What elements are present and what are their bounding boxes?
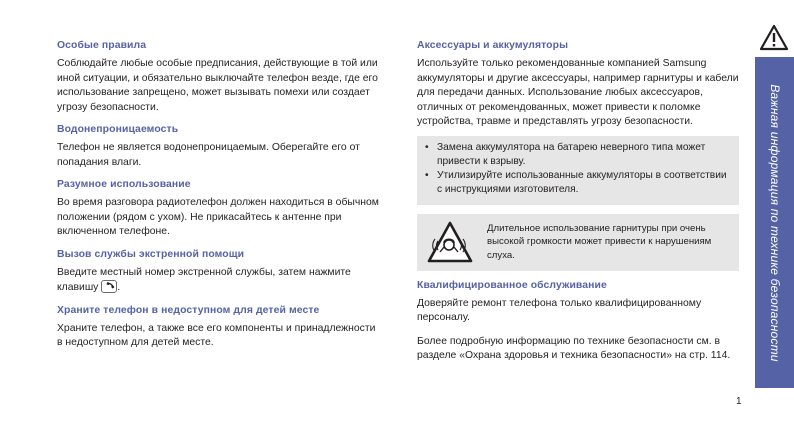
sidebar-tab [755,24,794,388]
page-number: 1 [736,396,742,407]
emergency-text: Введите местный номер экстренной службы, затем нажмите клавишу [57,266,351,293]
hearing-warning-box [417,214,739,271]
section-sensible-use [57,179,379,240]
section-heading: Водонепроницаемость [57,124,179,135]
section-heading: Храните телефон в недоступном для детей месте [57,304,320,316]
list-item [425,141,731,170]
section-emergency-call [57,249,379,296]
bullet-icon: • [425,141,429,153]
section-text: Телефон не является водонепроницаемым. Оберегайте его от попадания влаги. [57,142,360,168]
left-column [57,40,379,360]
section-heading: Аксессуары и аккумуляторы [417,40,569,51]
section-child-safety [57,305,379,351]
section-text: Доверяйте ремонт телефона только квалифицированному персоналу. [417,297,702,324]
more-info-text: Более подробную информацию по технике безопасности см. в разделе «Охрана здоровья и техника безопасности» на стр. 114. [417,335,731,362]
section-heading: Особые правила [57,40,147,51]
hearing-warning-icon [427,221,473,263]
call-key-icon [101,280,117,293]
warning-triangle-icon [759,24,789,51]
warning-note-text: Длительное использование гарнитуры при очень высокой громкости может привести к нарушениям слуха. [487,222,712,261]
section-text: Используйте только рекомендованные компанией Samsung аккумуляторы и другие аксессуары, например гарнитуры и кабели для передачи данных. Использование любых аксессуаров, отличных от рекомендованных, может привести к поломке устройства, травме и представлять угрозу безопасности. [417,58,739,127]
section-text: Соблюдайте любые особые предписания, действующие в той или иной ситуации, и обязательно выключайте телефон везде, где его использование запрещено, может вызывать помехи или создает угрозу безопасности. [57,58,378,113]
emergency-text-suffix: . [117,282,121,293]
bullet-icon: • [425,170,429,182]
section-waterproof [57,124,379,170]
section-special-rules [57,40,379,115]
right-column [417,40,739,373]
section-heading: Вызов службы экстренной помощи [57,248,245,260]
section-heading: Квалифицированное обслуживание [417,279,607,291]
section-text [57,266,379,296]
bullet-list [417,136,739,205]
section-text: Храните телефон, а также все его компоненты и принадлежности в недоступном для детей месте. [57,322,376,348]
section-accessories [417,40,739,205]
section-text: Во время разговора радиотелефон должен находиться в обычном положении (рядом с ухом). Не прикасайтесь к антенне при включенном телефоне. [57,197,379,237]
section-qualified-service [417,280,739,326]
sidebar-band [755,57,794,388]
sidebar-label: Важная информация по технике безопасности [767,83,782,362]
list-item [425,169,731,198]
list-item-text: Утилизируйте использованные аккумуляторы в соответствии с инструкциями изготовителя. [437,170,727,196]
list-item-text: Замена аккумулятора на батарею неверного типа может привести к взрыву. [437,141,706,167]
section-heading: Разумное использование [57,179,191,190]
